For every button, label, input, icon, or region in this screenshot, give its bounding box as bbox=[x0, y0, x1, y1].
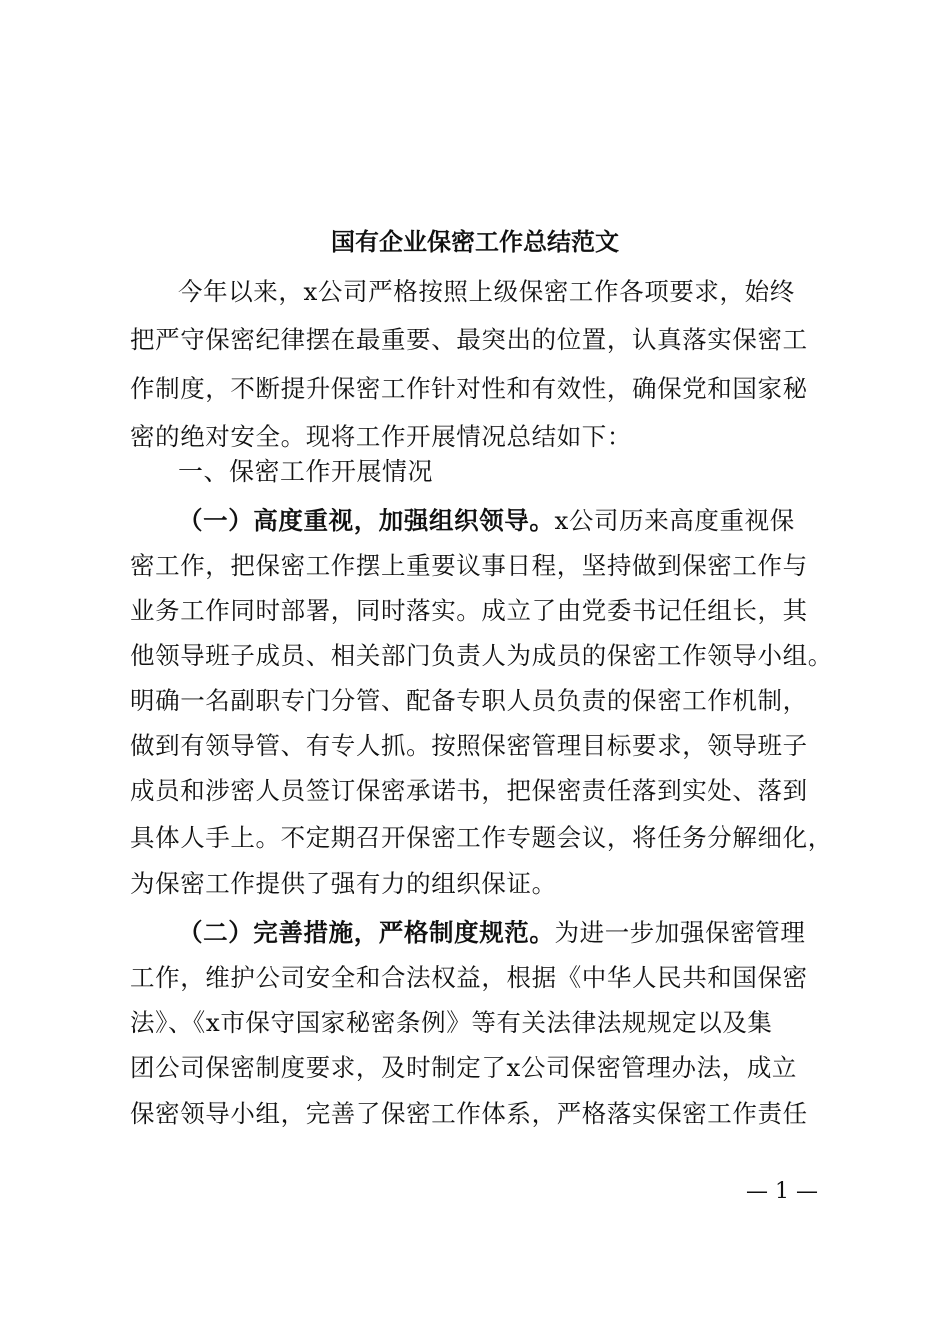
sub1-line-5: 做到有领导管、有专人抓。按照保密管理目标要求，领导班子 bbox=[130, 731, 808, 760]
sub1-first-line-rest: x公司历来高度重视保 bbox=[554, 506, 795, 535]
intro-line-2: 把严守保密纪律摆在最重要、最突出的位置，认真落实保密工 bbox=[130, 325, 808, 354]
sub2-line-4: 保密领导小组，完善了保密工作体系，严格落实保密工作责任 bbox=[130, 1099, 808, 1128]
sub2-first-line-rest: 为进一步加强保密管理 bbox=[554, 918, 806, 947]
sub1-first-line bbox=[178, 501, 795, 541]
document-title: 国有企业保密工作总结范文 bbox=[331, 227, 619, 256]
sub1-heading: （一）高度重视，加强组织领导。 bbox=[178, 506, 555, 535]
page-number: — 1 — bbox=[746, 1179, 818, 1204]
sub1-line-8: 为保密工作提供了强有力的组织保证。 bbox=[130, 869, 557, 898]
sub1-line-7: 具体人手上。不定期召开保密工作专题会议，将任务分解细化， bbox=[130, 823, 833, 852]
sub2-line-2: 法》、《x市保守国家秘密条例》等有关法律法规规定以及集 bbox=[130, 1008, 773, 1037]
sub1-line-4: 明确一名副职专门分管、配备专职人员负责的保密工作机制， bbox=[130, 686, 808, 715]
intro-line-3: 作制度，不断提升保密工作针对性和有效性，确保党和国家秘 bbox=[130, 374, 808, 403]
sub1-line-2: 业务工作同时部署，同时落实。成立了由党委书记任组长，其 bbox=[130, 596, 808, 625]
sub1-line-6: 成员和涉密人员签订保密承诺书，把保密责任落到实处、落到 bbox=[130, 776, 808, 805]
sub1-line-3: 他领导班子成员、相关部门负责人为成员的保密工作领导小组。 bbox=[130, 641, 833, 670]
intro-line-1: 今年以来，x公司严格按照上级保密工作各项要求，始终 bbox=[178, 277, 795, 306]
sub2-line-1: 工作，维护公司安全和合法权益，根据《中华人民共和国保密 bbox=[130, 963, 808, 992]
sub2-line-3: 团公司保密制度要求，及时制定了x公司保密管理办法，成立 bbox=[130, 1053, 798, 1082]
sub2-heading: （二）完善措施，严格制度规范。 bbox=[178, 918, 555, 947]
sub1-line-1: 密工作，把保密工作摆上重要议事日程，坚持做到保密工作与 bbox=[130, 551, 808, 580]
sub2-first-line bbox=[178, 913, 806, 953]
intro-line-4: 密的绝对安全。现将工作开展情况总结如下： bbox=[130, 422, 632, 451]
section1-heading: 一、保密工作开展情况 bbox=[178, 457, 434, 486]
